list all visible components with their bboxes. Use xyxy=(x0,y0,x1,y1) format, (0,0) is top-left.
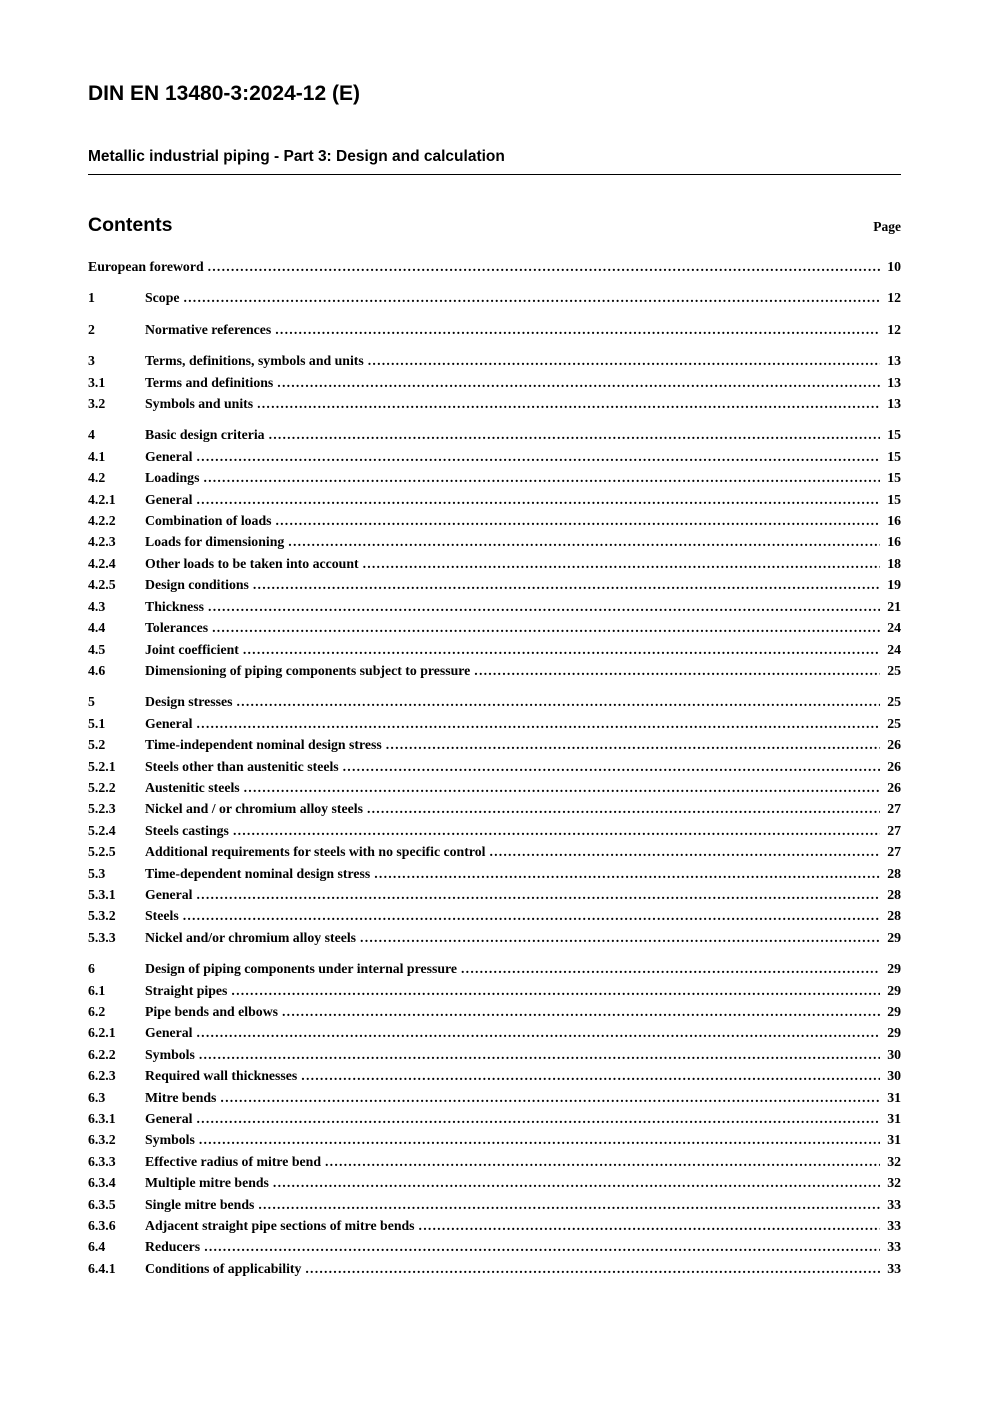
toc-entry[interactable] xyxy=(88,691,901,712)
toc-entry-number: 5.3.2 xyxy=(88,908,116,924)
toc-entry-title: Terms, definitions, symbols and units xyxy=(145,353,364,369)
toc-entry-page: 27 xyxy=(887,822,901,838)
document-id-header: DIN EN 13480-3:2024-12 (E) xyxy=(88,82,360,105)
toc-entry-title: Multiple mitre bends xyxy=(145,1175,269,1191)
toc-entry-page: 21 xyxy=(887,598,901,614)
toc-entry[interactable] xyxy=(88,553,901,574)
toc-entry-title: Design of piping components under internal pressure xyxy=(145,961,458,977)
toc-dot-leader xyxy=(461,958,880,979)
toc-entry-title: General xyxy=(145,1111,193,1127)
toc-entry-number: 4.2.2 xyxy=(88,513,116,529)
toc-dot-leader xyxy=(257,393,880,414)
toc-entry-number: 6.2.2 xyxy=(88,1046,116,1062)
toc-entry-number: 4.1 xyxy=(88,448,106,464)
toc-entry-number: 5.3.3 xyxy=(88,929,116,945)
toc-entry[interactable] xyxy=(88,424,901,445)
toc-entry[interactable] xyxy=(88,1129,901,1150)
toc-entry[interactable] xyxy=(88,393,901,414)
toc-entry[interactable] xyxy=(88,1087,901,1108)
toc-entry-number: 6.3 xyxy=(88,1089,106,1105)
toc-entry-page: 31 xyxy=(887,1132,901,1148)
toc-dot-leader xyxy=(419,1215,880,1236)
toc-entry-title: Loads for dimensioning xyxy=(145,534,285,550)
toc-entry-title: Steels other than austenitic steels xyxy=(145,758,339,774)
toc-entry-number: 4.6 xyxy=(88,662,106,678)
toc-entry-number: 5.2.1 xyxy=(88,758,116,774)
toc-entry-number: 6.3.2 xyxy=(88,1132,116,1148)
toc-entry-title: General xyxy=(145,448,193,464)
toc-entry-number: 6.3.5 xyxy=(88,1196,116,1212)
toc-entry[interactable] xyxy=(88,1172,901,1193)
toc-entry-page: 33 xyxy=(887,1218,901,1234)
toc-entry-title: Joint coefficient xyxy=(145,641,239,657)
toc-entry-number: 6.2.1 xyxy=(88,1025,116,1041)
toc-entry[interactable] xyxy=(88,372,901,393)
toc-dot-leader xyxy=(220,1087,880,1108)
toc-entry-page: 15 xyxy=(887,448,901,464)
toc-entry-page: 15 xyxy=(887,470,901,486)
toc-dot-leader xyxy=(305,1258,880,1279)
toc-entry-title: Other loads to be taken into account xyxy=(145,555,359,571)
toc-entry[interactable] xyxy=(88,863,901,884)
toc-entry-title: Terms and definitions xyxy=(145,374,274,390)
toc-entry[interactable] xyxy=(88,617,901,638)
toc-entry[interactable] xyxy=(88,1151,901,1172)
toc-entry-page: 10 xyxy=(887,259,901,274)
toc-entry-title: General xyxy=(145,1025,193,1041)
toc-dot-leader xyxy=(203,467,880,488)
toc-entry[interactable] xyxy=(88,1236,901,1257)
toc-entry[interactable] xyxy=(88,1258,901,1279)
toc-entry-title: Thickness xyxy=(145,598,205,614)
toc-dot-leader xyxy=(208,596,880,617)
toc-entry-number: 5.3.1 xyxy=(88,886,116,902)
toc-entry[interactable] xyxy=(88,639,901,660)
toc-entry-title: Symbols xyxy=(145,1046,195,1062)
toc-dot-leader xyxy=(269,424,880,445)
toc-dot-leader xyxy=(197,713,880,734)
toc-dot-leader xyxy=(368,350,880,371)
toc-dot-leader xyxy=(273,1172,880,1193)
toc-entry-page: 13 xyxy=(887,396,901,412)
toc-entry-page: 28 xyxy=(887,886,901,902)
toc-entry-title: General xyxy=(145,715,193,731)
toc-entry-page: 24 xyxy=(887,641,901,657)
toc-dot-leader xyxy=(276,510,881,531)
toc-entry-title: Design conditions xyxy=(145,577,249,593)
toc-entry-number: 5.2 xyxy=(88,737,106,753)
toc-entry-title: Basic design criteria xyxy=(145,427,265,443)
toc-entry[interactable] xyxy=(88,446,901,467)
toc-entry-page: 18 xyxy=(887,555,901,571)
toc-entry-number: 6.3.1 xyxy=(88,1111,116,1127)
toc-entry[interactable] xyxy=(88,927,901,948)
toc-entry[interactable] xyxy=(88,1215,901,1236)
toc-entry-number: 4.4 xyxy=(88,620,106,636)
toc-entry-page: 29 xyxy=(887,961,901,977)
toc-entry[interactable] xyxy=(88,905,901,926)
toc-entry-title: Effective radius of mitre bend xyxy=(145,1153,322,1169)
toc-entry-title: General xyxy=(145,886,193,902)
toc-dot-leader xyxy=(199,1044,880,1065)
toc-entry[interactable] xyxy=(88,884,901,905)
toc-entry-number: 4 xyxy=(88,427,95,443)
toc-entry[interactable] xyxy=(88,777,901,798)
toc-entry[interactable] xyxy=(88,574,901,595)
toc-entry-number: 4.3 xyxy=(88,598,106,614)
toc-entry-number: 4.2.3 xyxy=(88,534,116,550)
toc-entry-number: 6.3.3 xyxy=(88,1153,116,1169)
toc-entry-page: 15 xyxy=(887,491,901,507)
toc-entry-number: 3.2 xyxy=(88,396,106,412)
toc-entry-title: Steels xyxy=(145,908,179,924)
toc-entry-page: 25 xyxy=(887,694,901,710)
toc-dot-leader xyxy=(231,980,880,1001)
toc-entry-number: 2 xyxy=(88,321,95,337)
toc-entry-page: 31 xyxy=(887,1089,901,1105)
toc-entry-page: 30 xyxy=(887,1068,901,1084)
toc-entry[interactable] xyxy=(88,287,901,308)
toc-dot-leader xyxy=(212,617,880,638)
toc-entry-title: Conditions of applicability xyxy=(145,1260,302,1276)
toc-entry-title: Required wall thicknesses xyxy=(145,1068,298,1084)
toc-entry-number: 6.3.4 xyxy=(88,1175,116,1191)
toc-entry-page: 13 xyxy=(887,353,901,369)
toc-dot-leader xyxy=(288,531,880,552)
toc-entry-title: Steels castings xyxy=(145,822,229,838)
toc-entry-number: 6.2 xyxy=(88,1004,106,1019)
toc-dot-leader xyxy=(474,660,880,681)
toc-dot-leader xyxy=(237,691,880,712)
contents-header-row xyxy=(88,214,901,237)
toc-entry-title: Scope xyxy=(145,290,180,306)
toc-dot-leader xyxy=(374,863,880,884)
toc-dot-leader xyxy=(183,905,880,926)
toc-entry-title: Tolerances xyxy=(145,620,209,636)
toc-entry-number: 6.4 xyxy=(88,1239,106,1255)
toc-entry-page: 30 xyxy=(887,1046,901,1062)
toc-entry[interactable] xyxy=(88,1001,901,1022)
toc-entry-number: 5.2.3 xyxy=(88,801,116,817)
toc-entry-page: 25 xyxy=(887,662,901,678)
toc-entry-title: Design stresses xyxy=(145,694,233,710)
toc-entry[interactable] xyxy=(88,820,901,841)
toc-entry-title: Mitre bends xyxy=(145,1089,217,1105)
toc-dot-leader xyxy=(253,574,880,595)
toc-entry-page: 29 xyxy=(887,929,901,945)
toc-entry-title: Nickel and/or chromium alloy steels xyxy=(145,929,357,945)
toc-dot-leader xyxy=(199,1129,880,1150)
toc-dot-leader xyxy=(282,1001,880,1022)
toc-entry-title: Loadings xyxy=(145,470,200,486)
toc-entry[interactable] xyxy=(88,1022,901,1043)
toc-dot-leader xyxy=(275,319,880,340)
toc-entry-page: 33 xyxy=(887,1196,901,1212)
document-title: Metallic industrial piping - Part 3: Design and calculation xyxy=(88,148,901,175)
toc-entry[interactable] xyxy=(88,1194,901,1215)
toc-entry-number: 5 xyxy=(88,694,95,710)
toc-entry-page: 12 xyxy=(887,290,901,306)
page-column-label: Page xyxy=(873,219,901,234)
toc-entry-page: 26 xyxy=(887,779,901,795)
page-content xyxy=(88,0,901,1279)
toc-entry-title: Normative references xyxy=(145,321,272,337)
toc-entry-number: 4.2.4 xyxy=(88,555,116,571)
toc-dot-leader xyxy=(360,927,880,948)
toc-dot-leader xyxy=(204,1236,880,1257)
toc-entry[interactable] xyxy=(88,531,901,552)
toc-dot-leader xyxy=(197,1108,880,1129)
toc-entry-title: European foreword xyxy=(88,259,204,274)
toc-entry-number: 6 xyxy=(88,961,95,977)
toc-entry-number: 5.2.5 xyxy=(88,844,116,860)
toc-dot-leader xyxy=(363,553,880,574)
toc-entry[interactable] xyxy=(88,1065,901,1086)
toc-entry-page: 31 xyxy=(887,1111,901,1127)
toc-entry-title: Adjacent straight pipe sections of mitre bends xyxy=(145,1218,415,1234)
toc-entry[interactable] xyxy=(88,958,901,979)
toc-entry-number: 4.2 xyxy=(88,470,106,486)
toc-entry[interactable] xyxy=(88,841,901,862)
toc-entry-page: 13 xyxy=(887,374,901,390)
toc-entry[interactable] xyxy=(88,713,901,734)
toc-entry-page: 28 xyxy=(887,908,901,924)
toc-entry-number: 5.1 xyxy=(88,715,106,731)
toc-dot-leader xyxy=(367,798,880,819)
contents-heading: Contents xyxy=(88,214,173,236)
toc-entry[interactable] xyxy=(88,1108,901,1129)
toc-entry-title: Symbols xyxy=(145,1132,195,1148)
toc-entry-number: 3.1 xyxy=(88,374,106,390)
toc-dot-leader xyxy=(244,777,880,798)
toc-entry[interactable] xyxy=(88,319,901,340)
toc-entry-page: 29 xyxy=(887,1004,901,1019)
toc-entry-title: Combination of loads xyxy=(145,513,272,529)
toc-entry-page: 32 xyxy=(887,1153,901,1169)
toc-entry[interactable] xyxy=(88,980,901,1001)
toc-entry-number: 5.2.4 xyxy=(88,822,116,838)
toc-entry-page: 29 xyxy=(887,1025,901,1041)
toc-entry-page: 26 xyxy=(887,758,901,774)
toc-entry-title: General xyxy=(145,491,193,507)
toc-dot-leader xyxy=(343,756,880,777)
toc-dot-leader xyxy=(243,639,880,660)
toc-dot-leader xyxy=(258,1194,880,1215)
toc-entry-title: Symbols and units xyxy=(145,396,254,412)
toc-dot-leader xyxy=(386,734,880,755)
toc-entry-number: 3 xyxy=(88,353,95,369)
toc-dot-leader xyxy=(489,841,880,862)
toc-entry-title: Austenitic steels xyxy=(145,779,240,795)
toc-entry-page: 28 xyxy=(887,865,901,881)
toc-dot-leader xyxy=(184,287,881,308)
toc-entry[interactable] xyxy=(88,734,901,755)
toc-dot-leader xyxy=(233,820,880,841)
toc-entry-number: 5.3 xyxy=(88,865,106,881)
toc-entry-page: 32 xyxy=(887,1175,901,1191)
toc-entry-page: 27 xyxy=(887,801,901,817)
toc-entry[interactable] xyxy=(88,467,901,488)
toc-entry-number: 5.2.2 xyxy=(88,779,116,795)
toc-dot-leader xyxy=(197,446,880,467)
toc-entry[interactable] xyxy=(88,660,901,681)
toc-entry-page: 25 xyxy=(887,715,901,731)
toc-dot-leader xyxy=(197,884,880,905)
toc-entry-page: 29 xyxy=(887,982,901,998)
toc-entry-number: 1 xyxy=(88,290,95,306)
toc-entry-page: 15 xyxy=(887,427,901,443)
toc-dot-leader xyxy=(325,1151,880,1172)
toc-entry-page: 26 xyxy=(887,737,901,753)
toc-entry-page: 33 xyxy=(887,1239,901,1255)
toc-entry[interactable] xyxy=(88,756,901,777)
toc-entry[interactable] xyxy=(88,798,901,819)
toc-entry[interactable] xyxy=(88,489,901,510)
toc-entry-number: 6.1 xyxy=(88,982,106,998)
toc-entry-number: 4.2.5 xyxy=(88,577,116,593)
toc-entry-title: Reducers xyxy=(145,1239,201,1255)
toc-entry[interactable] xyxy=(88,350,901,371)
toc-entry[interactable] xyxy=(88,1044,901,1065)
toc-entry-number: 6.2.3 xyxy=(88,1068,116,1084)
toc-entry[interactable] xyxy=(88,596,901,617)
toc-entry-number: 6.3.6 xyxy=(88,1218,116,1234)
toc-entry-title: Nickel and / or chromium alloy steels xyxy=(145,801,363,817)
toc-entry-page: 16 xyxy=(887,513,901,529)
toc-entry-title: Additional requirements for steels with no specific control xyxy=(145,844,486,860)
toc-entry-title: Dimensioning of piping components subject to pressure xyxy=(145,662,471,678)
toc-entry-title: Time-independent nominal design stress xyxy=(145,737,382,753)
toc-entry-page: 12 xyxy=(887,321,901,337)
toc-entry-title: Time-dependent nominal design stress xyxy=(145,865,371,881)
toc-entry-number: 4.2.1 xyxy=(88,491,116,507)
toc-entry-number: 4.5 xyxy=(88,641,106,657)
toc-dot-leader xyxy=(208,256,880,277)
toc-entry-page: 27 xyxy=(887,844,901,860)
toc-dot-leader xyxy=(277,372,880,393)
toc-entry-title: Straight pipes xyxy=(145,982,228,998)
toc-entry-page: 24 xyxy=(887,620,901,636)
toc-entry-page: 16 xyxy=(887,534,901,550)
toc-entry-title: Single mitre bends xyxy=(145,1196,255,1212)
toc-entry-number: 6.4.1 xyxy=(88,1260,116,1276)
toc-entry-title: Pipe bends and elbows xyxy=(145,1004,279,1019)
toc-entry-page: 19 xyxy=(887,577,901,593)
toc-entry-page: 33 xyxy=(887,1260,901,1276)
toc-dot-leader xyxy=(301,1065,880,1086)
toc-dot-leader xyxy=(197,1022,880,1043)
toc-entry[interactable] xyxy=(88,256,901,277)
table-of-contents xyxy=(88,256,901,1279)
toc-dot-leader xyxy=(197,489,880,510)
toc-entry[interactable] xyxy=(88,510,901,531)
